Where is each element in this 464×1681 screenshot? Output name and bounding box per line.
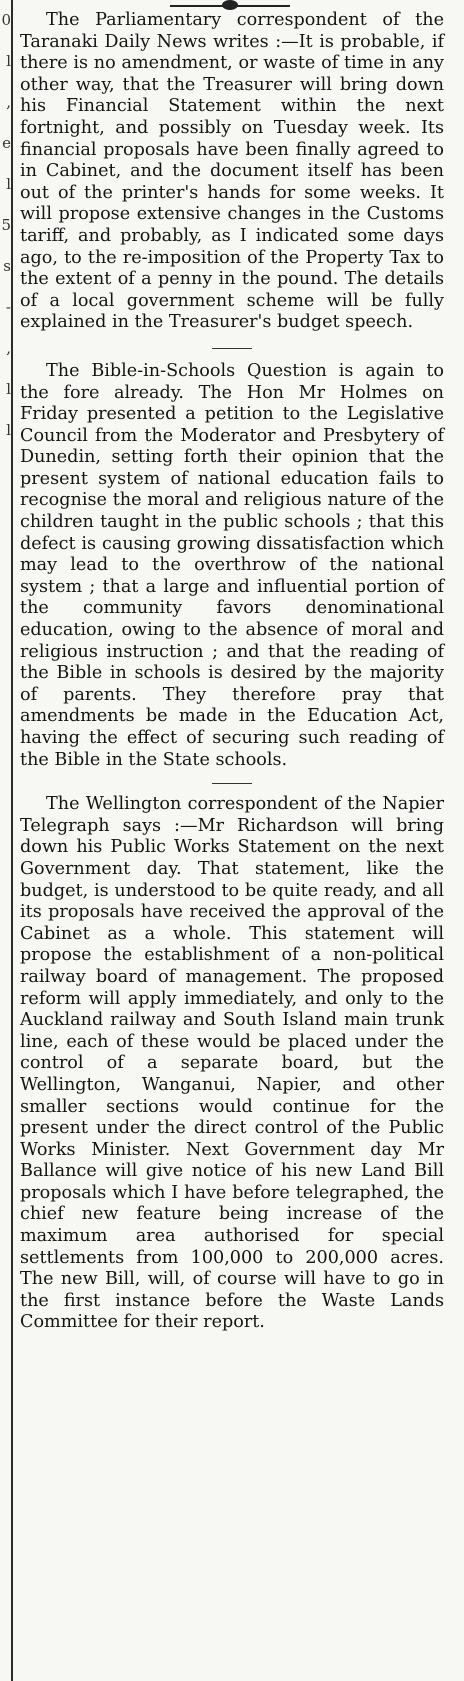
article-paragraph-wellington: The Wellington correspondent of the Napier Telegraph says :—Mr Richardson will bring down his Public Works Statement on the next Government day. That statement, like the budget, is understood to be quite ready, and all its proposals have received the approval of the Cabinet as a whole. This statement will propose the establishment of a non-political railway board of management. The proposed reform will apply immediately, and only to the Auckland railway and South Island main trunk line, each of these would be placed under the control of a separate board, but the Wellington, Wanganui, Napier, and other smaller sections would continue for the present under the direct control of the Public Works Minister. Next Government day Mr Ballance will give notice of his new Land Bill proposals which I have before telegraphed, the chief new feature being increase of the maximum area authorised for special settlements from 100,000 to 200,000 acres. The new Bill, will, of course will have to go in the first instance before the Waste Lands Committee for their report. — [20, 794, 444, 1333]
article-paragraph-bible-in-schools: The Bible-in-Schools Question is again to the fore already. The Hon Mr Holmes on Friday presented a petition to the Legislative Council from the Moderator and Presbytery of Dunedin, setting forth their opinion that the present system of national education fails to recognise the moral and religious nature of the children taught in the public schools ; that this defect is causing growing dissatisfaction which may lead to the overthrow of the national system ; that a large and influential portion of the community favors denominational education, owing to the absence of moral and religious instruction ; and that the reading of the Bible in schools is desired by the majority of parents. They therefore pray that amendments be made in the Education Act, having the effect of securing such reading of the Bible in the State schools. — [20, 360, 444, 770]
newspaper-column — [20, 10, 444, 1334]
section-divider — [212, 783, 252, 784]
column-rule — [11, 0, 13, 1681]
section-divider — [212, 348, 252, 349]
adjacent-column-fragment: 0 l , e l 5 s - , l l — [1, 11, 11, 439]
article-paragraph-taranaki: The Parliamentary correspondent of the Taranaki Daily News writes :—It is probable, if there is no amendment, or waste of time in any other way, that the Treasurer will bring down his Financial Statement within the next fortnight, and possibly on Tuesday week. Its financial proposals have been finally agreed to in Cabinet, and the document itself has been out of the printer's hands for some weeks. It will propose extensive changes in the Customs tariff, and probably, as I indicated some days ago, to the re-imposition of the Property Tax to the extent of a penny in the pound. The details of a local government scheme will be fully explained in the Treasurer's budget speech. — [20, 10, 444, 333]
